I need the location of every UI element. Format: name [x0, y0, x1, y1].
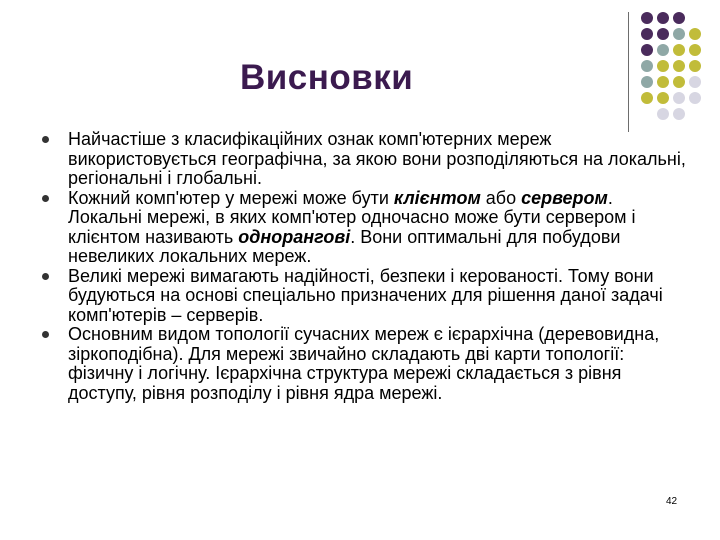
decorative-dot — [657, 92, 669, 104]
bullet-list — [40, 130, 690, 403]
decorative-dot — [689, 60, 701, 72]
bullet-text-part: або — [480, 187, 522, 208]
bullet-text: Найчастіше з класифікаційних ознак комп'ютерних мереж використовується географічна, за якою вони розподіляються на локальні, регіональні і глобальні. — [68, 129, 686, 188]
decorative-dot — [657, 60, 669, 72]
decorative-dot — [641, 28, 653, 40]
decorative-dot — [657, 76, 669, 88]
bullet-dot-icon — [42, 136, 49, 143]
decorative-dot — [673, 76, 685, 88]
decorative-dot — [673, 92, 685, 104]
bullet-dot-icon — [42, 331, 49, 338]
decorative-dot — [641, 76, 653, 88]
decorative-dot — [641, 44, 653, 56]
decorative-dot — [689, 28, 701, 40]
decorative-dot — [673, 28, 685, 40]
decorative-dot — [689, 44, 701, 56]
decorative-dot — [673, 60, 685, 72]
emphasis-term-client: клієнтом — [393, 187, 481, 208]
decorative-dot — [641, 60, 653, 72]
decorative-dot — [657, 108, 669, 120]
decorative-dot — [689, 92, 701, 104]
bullet-dot-icon — [42, 273, 49, 280]
bullet-text: Великі мережі вимагають надійності, безпеки і керованості. Тому вони будуються на основі спеціально призначених для рішення даної задачі комп'ютерів – серверів. — [68, 265, 663, 325]
decorative-dot — [673, 44, 685, 56]
bullet-dot-icon — [42, 195, 49, 202]
decorative-dot — [689, 76, 701, 88]
emphasis-term-peer: однорангові — [238, 226, 351, 247]
decorative-dot — [657, 28, 669, 40]
page-number: 42 — [666, 496, 678, 507]
bullet-text: Основним видом топології сучасних мереж є ієрархічна (деревовидна, зіркоподібна). Для мережі звичайно складають дві карти топології: фізичну і логічну. Ієрархічна структура мережі складається з рівня доступу, рівня розподілу і рівня ядра мережі. — [68, 324, 660, 403]
bullet-item — [40, 325, 690, 403]
emphasis-term-server: сервером — [521, 187, 608, 208]
bullet-item — [40, 189, 690, 267]
bullet-item — [40, 130, 690, 189]
bullet-item — [40, 267, 690, 326]
decorative-dot — [641, 92, 653, 104]
decorative-dot — [657, 12, 669, 24]
bullet-text-part: Кожний комп'ютер у мережі може бути — [68, 187, 394, 208]
decorative-dot — [673, 108, 685, 120]
decorative-divider-line — [628, 12, 629, 132]
decorative-dot — [657, 44, 669, 56]
bullet-text-part: . Вони оптимальні для побудови невеликих локальних мереж. — [68, 226, 621, 266]
decorative-dot — [641, 12, 653, 24]
slide-title: Висновки — [240, 58, 414, 97]
bullet-text-part: . Локальні мережі, в яких комп'ютер одночасно може бути сервером і клієнтом називають — [68, 187, 636, 247]
decorative-dot — [673, 12, 685, 24]
